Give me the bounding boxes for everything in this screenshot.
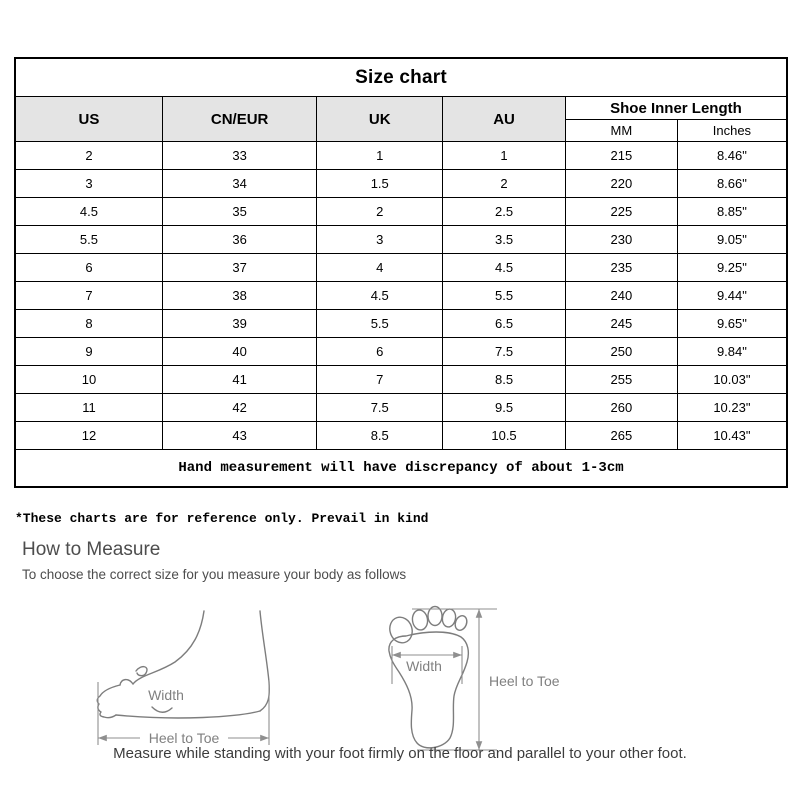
size-cell: 2 bbox=[317, 198, 443, 226]
size-cell: 6 bbox=[15, 254, 162, 282]
col-header-au: AU bbox=[443, 97, 566, 142]
table-row bbox=[15, 366, 787, 394]
size-cell: 8.85" bbox=[677, 198, 787, 226]
foot-bottom-view-diagram bbox=[375, 599, 600, 754]
size-cell: 2 bbox=[443, 170, 566, 198]
bottom-heel-to-toe-label: Heel to Toe bbox=[489, 673, 560, 689]
size-cell: 40 bbox=[162, 338, 316, 366]
size-cell: 10.23" bbox=[677, 394, 787, 422]
table-row bbox=[15, 226, 787, 254]
size-cell: 9.84" bbox=[677, 338, 787, 366]
table-footer bbox=[15, 450, 787, 488]
table-footnote-row bbox=[15, 450, 787, 488]
size-cell: 7 bbox=[15, 282, 162, 310]
col-header-cn-eur: CN/EUR bbox=[162, 97, 316, 142]
size-cell: 35 bbox=[162, 198, 316, 226]
size-cell: 265 bbox=[565, 422, 677, 450]
size-cell: 9.65" bbox=[677, 310, 787, 338]
table-body bbox=[15, 142, 787, 450]
size-cell: 220 bbox=[565, 170, 677, 198]
table-header-row bbox=[15, 97, 787, 120]
size-cell: 12 bbox=[15, 422, 162, 450]
reference-note: *These charts are for reference only. Prevail in kind bbox=[15, 511, 429, 526]
size-cell: 215 bbox=[565, 142, 677, 170]
size-cell: 3 bbox=[15, 170, 162, 198]
size-cell: 10.03" bbox=[677, 366, 787, 394]
size-cell: 255 bbox=[565, 366, 677, 394]
side-width-label: Width bbox=[148, 687, 184, 703]
size-cell: 4.5 bbox=[443, 254, 566, 282]
size-cell: 5.5 bbox=[317, 310, 443, 338]
size-cell: 8.5 bbox=[317, 422, 443, 450]
size-cell: 9.05" bbox=[677, 226, 787, 254]
table-row bbox=[15, 170, 787, 198]
size-cell: 7.5 bbox=[443, 338, 566, 366]
size-cell: 36 bbox=[162, 226, 316, 254]
table-row bbox=[15, 254, 787, 282]
size-cell: 43 bbox=[162, 422, 316, 450]
side-heel-to-toe-label: Heel to Toe bbox=[148, 730, 220, 746]
foot-sole-outline bbox=[387, 607, 469, 748]
size-cell: 3 bbox=[317, 226, 443, 254]
measure-caption: Measure while standing with your foot firmly on the floor and parallel to your other foot. bbox=[113, 745, 687, 762]
size-cell: 240 bbox=[565, 282, 677, 310]
foot-side-view-diagram bbox=[88, 604, 283, 749]
size-cell: 38 bbox=[162, 282, 316, 310]
size-cell: 42 bbox=[162, 394, 316, 422]
size-cell: 6.5 bbox=[443, 310, 566, 338]
size-cell: 9.44" bbox=[677, 282, 787, 310]
size-cell: 7.5 bbox=[317, 394, 443, 422]
size-cell: 1 bbox=[317, 142, 443, 170]
col-header-inches: Inches bbox=[677, 120, 787, 142]
size-cell: 5.5 bbox=[15, 226, 162, 254]
size-cell: 6 bbox=[317, 338, 443, 366]
size-cell: 8.5 bbox=[443, 366, 566, 394]
size-cell: 8.46" bbox=[677, 142, 787, 170]
size-cell: 37 bbox=[162, 254, 316, 282]
size-cell: 39 bbox=[162, 310, 316, 338]
bottom-width-label: Width bbox=[406, 658, 442, 674]
size-cell: 9.25" bbox=[677, 254, 787, 282]
size-cell: 2 bbox=[15, 142, 162, 170]
table-title: Size chart bbox=[15, 58, 787, 97]
col-header-mm: MM bbox=[565, 120, 677, 142]
size-cell: 9.5 bbox=[443, 394, 566, 422]
size-cell: 8.66" bbox=[677, 170, 787, 198]
size-cell: 245 bbox=[565, 310, 677, 338]
size-cell: 3.5 bbox=[443, 226, 566, 254]
table-header bbox=[15, 58, 787, 142]
size-cell: 8 bbox=[15, 310, 162, 338]
col-header-us: US bbox=[15, 97, 162, 142]
table-row bbox=[15, 142, 787, 170]
size-cell: 10.5 bbox=[443, 422, 566, 450]
size-cell: 225 bbox=[565, 198, 677, 226]
how-to-measure-heading: How to Measure bbox=[22, 539, 161, 560]
size-cell: 1 bbox=[443, 142, 566, 170]
size-cell: 4.5 bbox=[317, 282, 443, 310]
size-cell: 4 bbox=[317, 254, 443, 282]
size-cell: 250 bbox=[565, 338, 677, 366]
size-cell: 230 bbox=[565, 226, 677, 254]
size-cell: 2.5 bbox=[443, 198, 566, 226]
table-row bbox=[15, 394, 787, 422]
size-chart-table bbox=[14, 57, 788, 488]
heel-to-toe-measurement bbox=[412, 609, 497, 750]
size-cell: 7 bbox=[317, 366, 443, 394]
table-row bbox=[15, 338, 787, 366]
size-cell: 260 bbox=[565, 394, 677, 422]
size-cell: 10 bbox=[15, 366, 162, 394]
col-header-uk: UK bbox=[317, 97, 443, 142]
size-cell: 10.43" bbox=[677, 422, 787, 450]
table-title-row bbox=[15, 58, 787, 97]
how-to-measure-subheading: To choose the correct size for you measure your body as follows bbox=[22, 567, 407, 582]
size-cell: 11 bbox=[15, 394, 162, 422]
size-cell: 33 bbox=[162, 142, 316, 170]
table-footnote: Hand measurement will have discrepancy of about 1-3cm bbox=[15, 450, 787, 488]
table-row bbox=[15, 282, 787, 310]
table-row bbox=[15, 422, 787, 450]
size-cell: 34 bbox=[162, 170, 316, 198]
size-cell: 235 bbox=[565, 254, 677, 282]
size-cell: 4.5 bbox=[15, 198, 162, 226]
size-cell: 1.5 bbox=[317, 170, 443, 198]
col-header-shoe-inner-length: Shoe Inner Length bbox=[565, 97, 787, 120]
size-cell: 5.5 bbox=[443, 282, 566, 310]
table-row bbox=[15, 310, 787, 338]
size-cell: 9 bbox=[15, 338, 162, 366]
size-cell: 41 bbox=[162, 366, 316, 394]
table-row bbox=[15, 198, 787, 226]
